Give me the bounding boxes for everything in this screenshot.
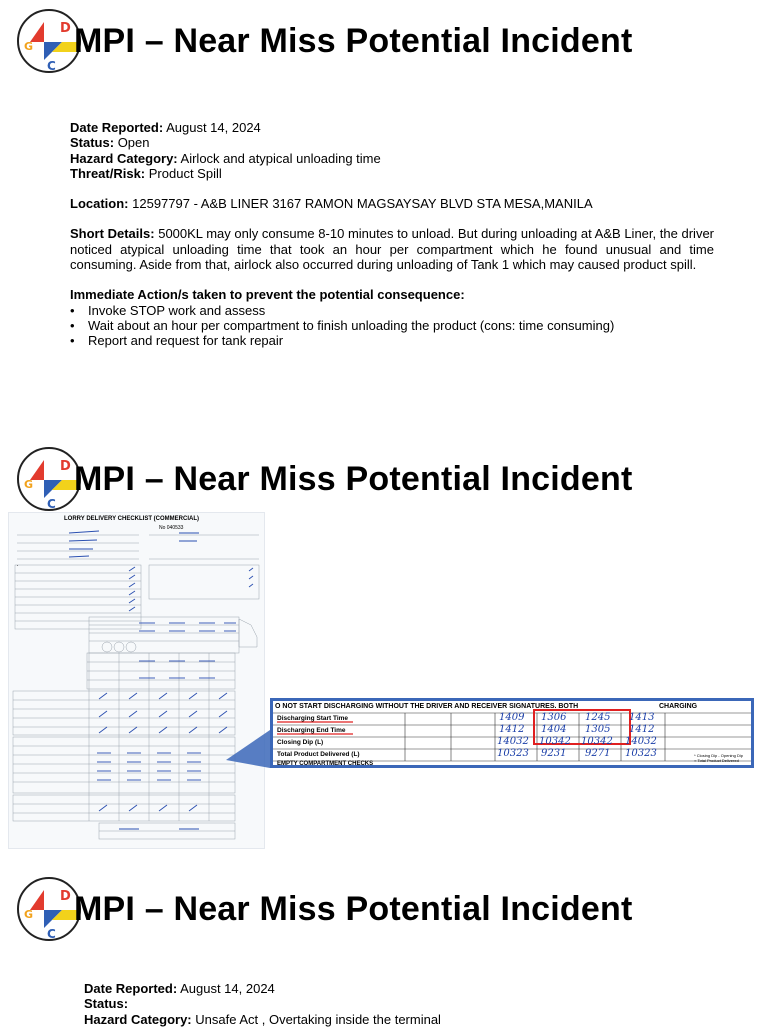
status-value: Open (117, 135, 150, 151)
handwritten-value: 9231 (541, 748, 567, 759)
slide-1 (0, 0, 768, 430)
slide-title: MPI – Near Miss Potential Incident (74, 460, 633, 498)
handwritten-value: 1245 (585, 712, 611, 723)
report-details (70, 120, 714, 349)
handwritten-value: 1412 (499, 724, 525, 735)
report-details (84, 981, 728, 1027)
immediate-actions-heading: Immediate Action/s taken to prevent the potential consequence: (70, 287, 465, 303)
location-label: Location: (70, 196, 129, 212)
slide-header (0, 0, 768, 80)
svg-text:D: D (60, 889, 71, 904)
action-item: • Report and request for tank repair (70, 333, 714, 348)
status-row: Status: (84, 996, 129, 1012)
date-reported-row: Date Reported: August 14, 2024 (84, 981, 275, 996)
company-logo-icon (16, 446, 82, 512)
date-reported-label: Date Reported: (70, 120, 164, 135)
form-title: LORRY DELIVERY CHECKLIST (COMMERCIAL) (64, 516, 200, 522)
slide-header (0, 868, 768, 948)
slide-3 (0, 868, 768, 1027)
handwritten-value: 14032 (625, 736, 657, 747)
hazard-category-value: Airlock and atypical unloading time (180, 150, 381, 166)
action-item: • Wait about an hour per compartment to finish unloading the product (cons: time consuming) (70, 318, 714, 333)
zoom-header: O NOT START DISCHARGING WITHOUT THE DRIVER AND RECEIVER SIGNATURES. BOTH CHARGING (275, 703, 698, 710)
status-row (70, 135, 714, 150)
svg-text:C: C (47, 497, 56, 511)
zoom-row-label: Total Product Delivered (L) (277, 751, 360, 758)
status-label: Status: (70, 135, 115, 151)
handwritten-value: 9271 (585, 748, 611, 759)
handwritten-value: 10323 (497, 748, 529, 759)
form-number: No 040533 (159, 525, 184, 531)
slide-title: MPI – Near Miss Potential Incident (74, 22, 633, 60)
handwritten-value: 14032 (497, 736, 529, 747)
short-details-label: Short Details: (70, 226, 155, 242)
zoom-footnote: * Closing Dip - Opening Dip = Total Product Delivered (694, 753, 743, 763)
handwritten-value: 1412 (629, 724, 655, 735)
hazard-category-label: Hazard Category: (70, 150, 178, 166)
handwritten-value: 1413 (629, 712, 655, 723)
hazard-category-row (70, 151, 714, 166)
short-details-value: 5000KL may only consume 8-10 minutes to unload. But during unloading at A&B Liner, the driver noticed atypical unloading time that took an hour per compartment which he found unusual and time consuming. Aside from that, airlock also occurred during unloading of Tank 1 which may caused product spill. (70, 226, 714, 273)
zoom-row-label: Closing Dip (L) (277, 739, 324, 746)
svg-text:D: D (60, 459, 71, 474)
handwritten-value: 10323 (625, 748, 657, 759)
handwritten-value: 1404 (541, 724, 567, 735)
svg-text:G: G (24, 478, 34, 491)
location-row (70, 196, 714, 211)
handwritten-value: 1409 (499, 712, 525, 723)
slide-header (0, 438, 768, 518)
lorry-delivery-checklist-image (8, 512, 265, 849)
short-details-row (70, 226, 714, 272)
immediate-actions-list (70, 303, 714, 349)
company-logo-icon (16, 8, 82, 74)
action-item: • Invoke STOP work and assess (70, 303, 714, 318)
date-reported-value: August 14, 2024 (166, 120, 261, 135)
discharge-times-zoom (270, 698, 754, 768)
slide-title: MPI – Near Miss Potential Incident (74, 890, 633, 928)
handwritten-value: 10342 (539, 736, 571, 747)
logo-letter-g: G (24, 40, 34, 53)
logo-letter-c: C (47, 59, 56, 73)
threat-risk-row (70, 166, 714, 181)
date-reported-row (70, 120, 714, 135)
zoom-row-label: EMPTY COMPARTMENT CHECKS (277, 761, 374, 767)
logo-letter-d: D (60, 21, 71, 36)
svg-text:C: C (47, 927, 56, 941)
zoom-row-label: Discharging Start Time (277, 715, 349, 722)
handwritten-value: 1305 (585, 724, 611, 735)
svg-text:G: G (24, 908, 34, 921)
handwritten-value: 10342 (581, 736, 613, 747)
zoom-row-label: Discharging End Time (277, 727, 346, 734)
form-lines-graphic (9, 513, 264, 848)
company-logo-icon (16, 876, 82, 942)
threat-risk-label: Threat/Risk: (70, 165, 146, 181)
threat-risk-value: Product Spill (148, 165, 222, 181)
handwritten-value: 1306 (541, 712, 567, 723)
location-value: 12597797 - A&B LINER 3167 RAMON MAGSAYSAY BLVD STA MESA,MANILA (132, 196, 593, 212)
hazard-category-row: Hazard Category: Unsafe Act , Overtaking inside the terminal (84, 1011, 441, 1027)
